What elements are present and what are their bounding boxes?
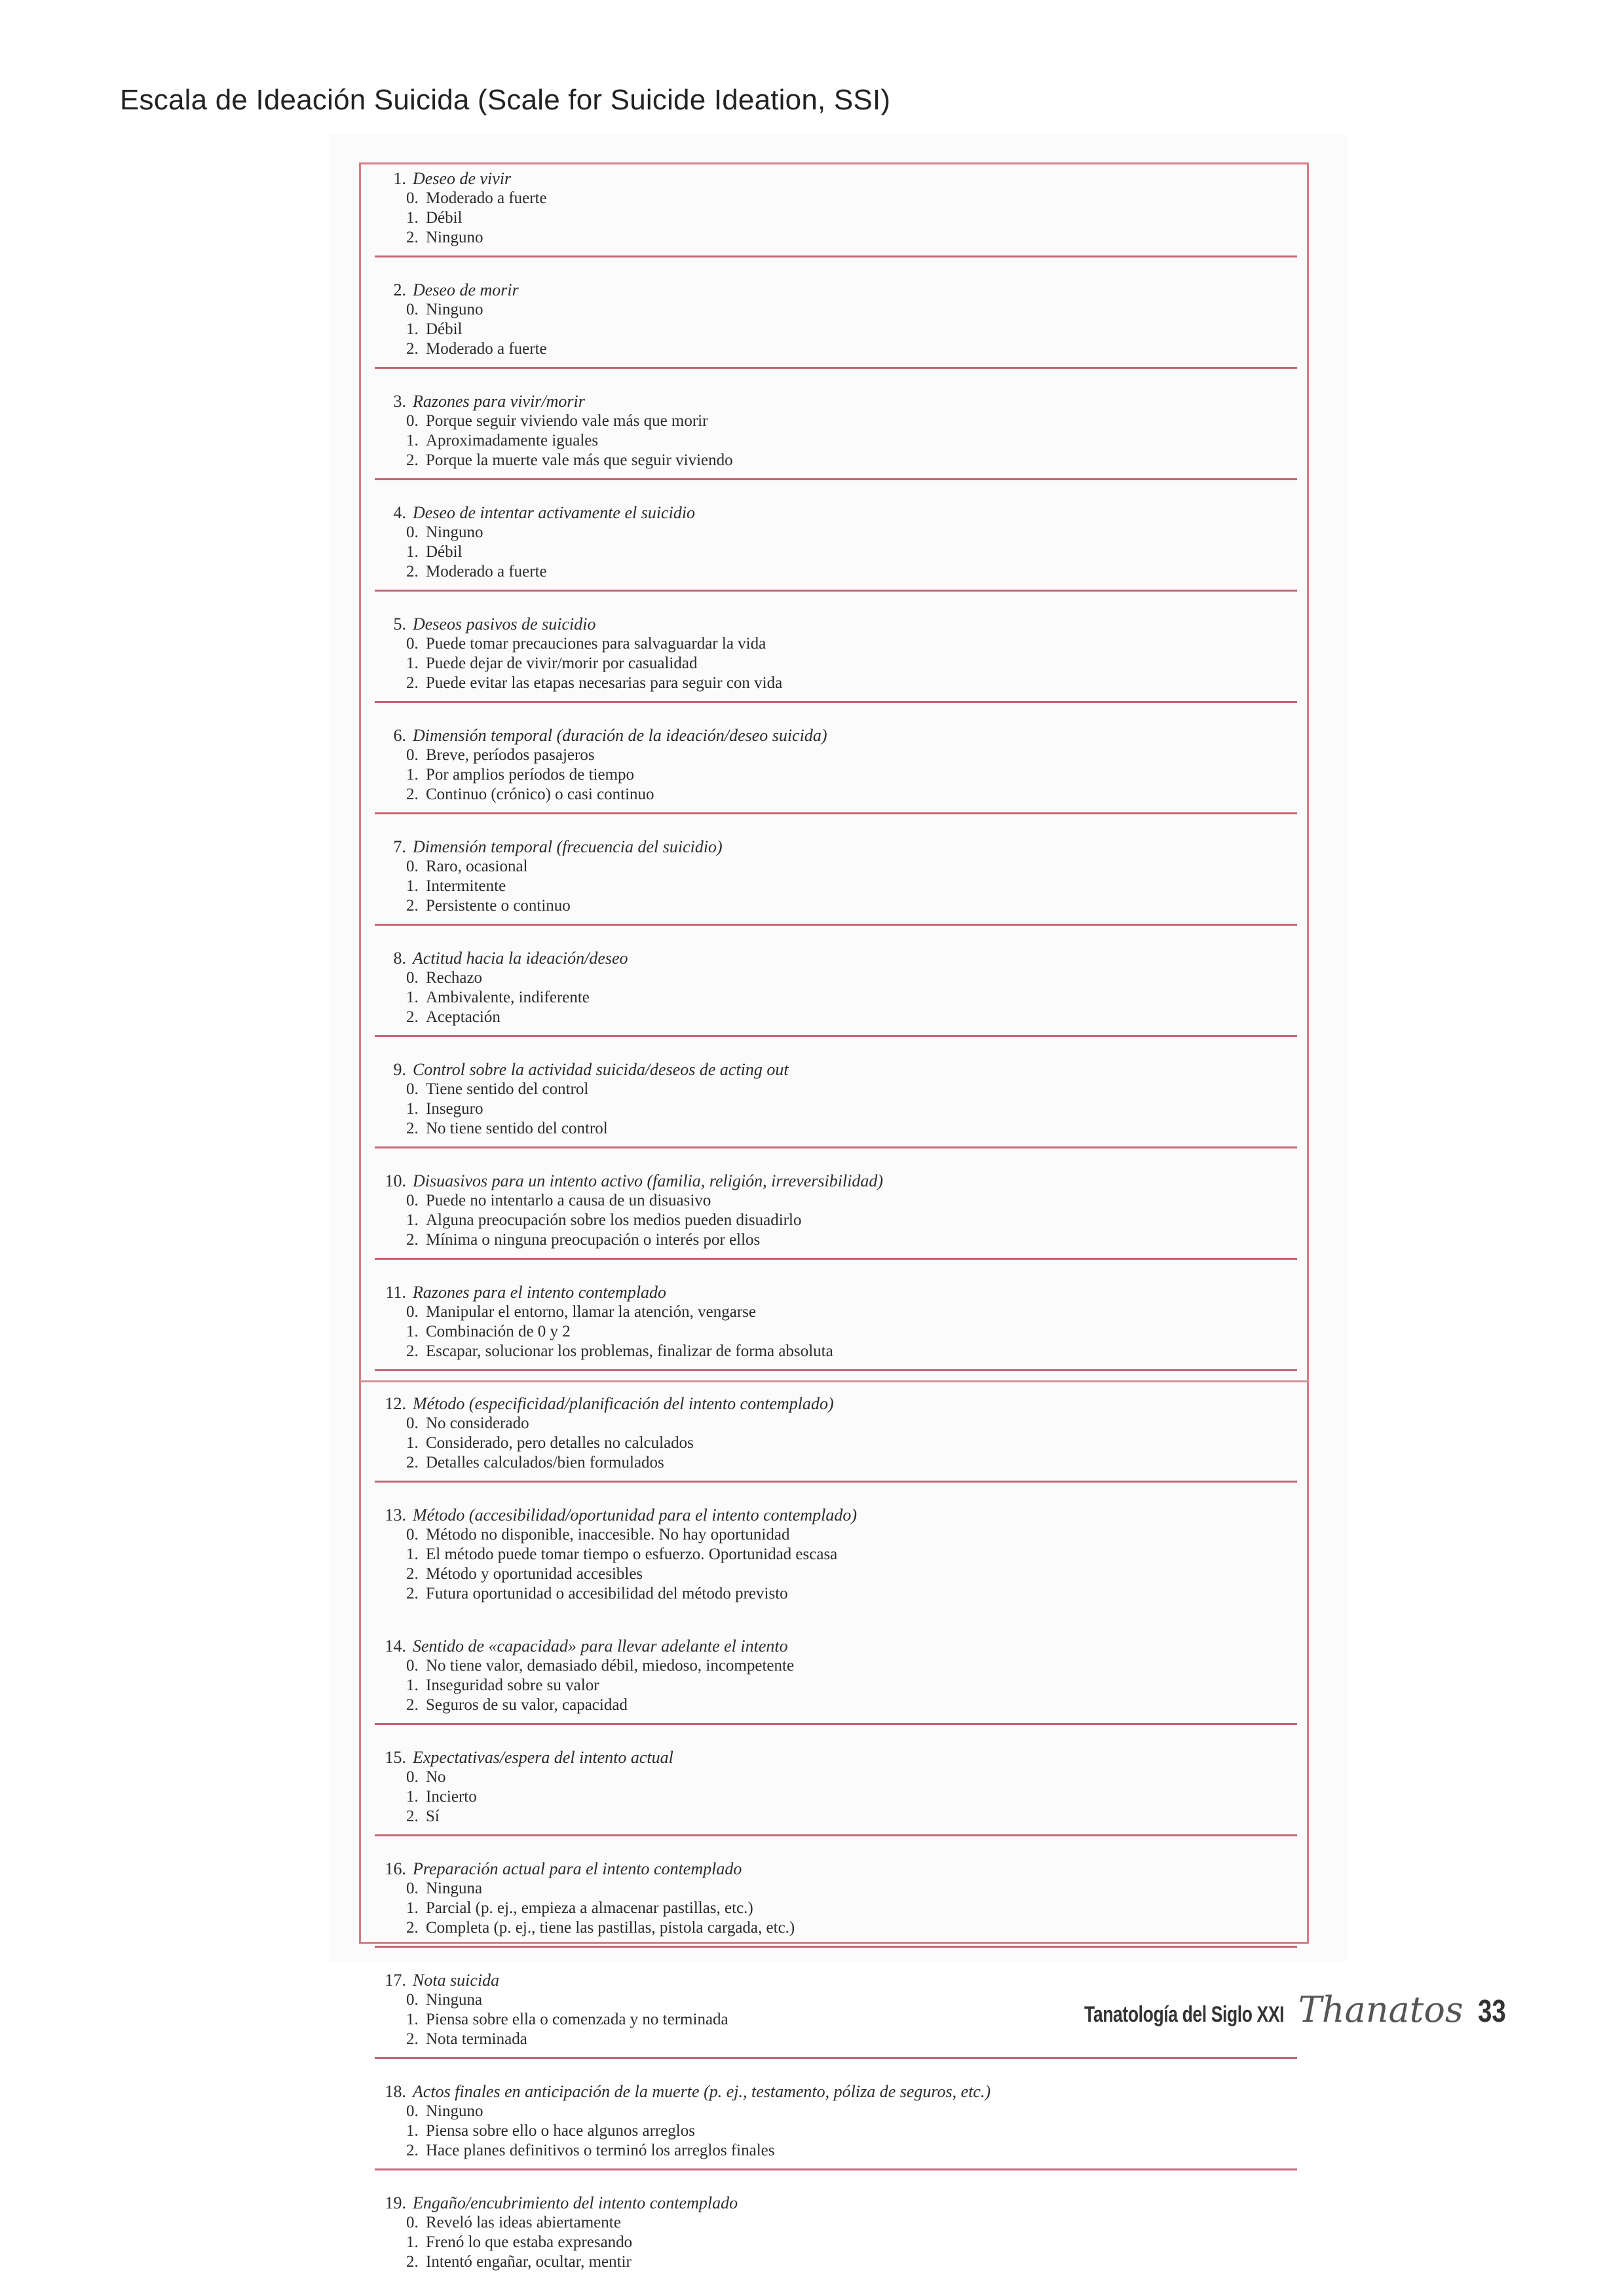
option-score: 1. (406, 1545, 419, 1563)
item-number: 4. (393, 503, 406, 522)
item-title-text: Razones para el intento contemplado (413, 1283, 667, 1302)
item-number: 3. (393, 392, 406, 411)
item-title-text: Actitud hacia la ideación/deseo (413, 949, 628, 968)
option-score: 1. (406, 1323, 419, 1340)
item-title-text: Método (accesibilidad/oportunidad para el intento contemplado) (413, 1505, 858, 1524)
option-text: Sí (426, 1808, 440, 1825)
option-score: 2. (406, 1008, 419, 1026)
scale-item (377, 726, 1294, 805)
option-score: 0. (406, 1192, 419, 1209)
item-divider (375, 256, 1297, 257)
item-option (377, 1807, 1294, 1827)
item-title (377, 1283, 1294, 1302)
item-option (377, 2252, 1294, 2272)
option-text: Método y oportunidad accesibles (426, 1565, 643, 1583)
option-text: Incierto (426, 1788, 477, 1806)
option-score: 2. (406, 1231, 419, 1249)
option-text: Futura oportunidad o accesibilidad del método previsto (426, 1585, 788, 1602)
scale-item (377, 949, 1294, 1027)
item-option (377, 857, 1294, 877)
item-title (377, 503, 1294, 523)
option-score: 2. (406, 1808, 419, 1825)
item-title (377, 1637, 1294, 1656)
item-divider (375, 367, 1297, 369)
option-score: 1. (406, 654, 419, 672)
item-option (377, 2121, 1294, 2141)
item-option (377, 877, 1294, 896)
option-text: Raro, ocasional (426, 858, 528, 875)
item-number: 9. (393, 1060, 406, 1079)
item-option (377, 1433, 1294, 1453)
option-text: Porque la muerte vale más que seguir viviendo (426, 451, 733, 469)
scale-item (377, 1060, 1294, 1139)
option-text: Ninguna (426, 1880, 483, 1897)
scale-item (377, 837, 1294, 916)
option-text: Intentó engañar, ocultar, mentir (426, 2253, 632, 2271)
item-option (377, 562, 1294, 582)
item-option (377, 1899, 1294, 1918)
item-divider (375, 1834, 1297, 1836)
item-option (377, 673, 1294, 693)
option-text: Puede tomar precauciones para salvaguardar la vida (426, 635, 766, 653)
item-option (377, 1322, 1294, 1342)
item-divider (375, 2168, 1297, 2170)
option-score: 0. (406, 1880, 419, 1897)
item-option (377, 451, 1294, 470)
item-number: 15. (385, 1748, 406, 1767)
option-text: Mínima o ninguna preocupación o interés por ellos (426, 1231, 761, 1249)
option-text: Débil (426, 543, 463, 561)
option-text: Moderado a fuerte (426, 563, 547, 580)
option-text: Parcial (p. ej., empieza a almacenar pastillas, etc.) (426, 1899, 753, 1917)
item-title (377, 837, 1294, 857)
option-text: Ninguno (426, 229, 483, 246)
scale-item (377, 1637, 1294, 1715)
item-option (377, 2102, 1294, 2121)
item-title (377, 1394, 1294, 1414)
item-title-text: Razones para vivir/morir (413, 392, 585, 411)
option-score: 1. (406, 320, 419, 338)
item-option (377, 431, 1294, 451)
item-title-text: Preparación actual para el intento contemplado (413, 1859, 742, 1878)
option-score: 2. (406, 1454, 419, 1471)
scale-item (377, 1859, 1294, 1938)
item-option (377, 1211, 1294, 1230)
option-score: 0. (406, 1657, 419, 1675)
item-title (377, 615, 1294, 634)
item-number: 6. (393, 726, 406, 745)
item-divider (375, 478, 1297, 480)
option-score: 2. (406, 340, 419, 358)
item-option (377, 988, 1294, 1008)
option-score: 0. (406, 189, 419, 207)
item-option (377, 320, 1294, 339)
option-score: 1. (406, 2011, 419, 2028)
item-option (377, 968, 1294, 988)
option-score: 1. (406, 1434, 419, 1452)
option-score: 2. (406, 563, 419, 580)
scale-item (377, 1505, 1294, 1604)
item-title (377, 726, 1294, 746)
item-number: 18. (385, 2082, 406, 2101)
item-title-text: Nota suicida (413, 1971, 500, 1990)
option-score: 1. (406, 2122, 419, 2140)
item-title-text: Actos finales en anticipación de la muerte (p. ej., testamento, póliza de seguros, etc.) (413, 2082, 991, 2101)
page-number: 33 (1477, 1994, 1506, 2029)
option-score: 1. (406, 1211, 419, 1229)
item-divider (375, 1481, 1297, 1483)
item-option (377, 189, 1294, 208)
option-score: 0. (406, 969, 419, 987)
option-score: 1. (406, 1676, 419, 1694)
option-score: 2. (406, 2142, 419, 2159)
option-score: 2. (406, 2030, 419, 2048)
option-text: El método puede tomar tiempo o esfuerzo. Oportunidad escasa (426, 1545, 838, 1563)
option-text: Ninguno (426, 2102, 483, 2120)
page-heading: Escala de Ideación Suicida (Scale for Suicide Ideation, SSI) (120, 84, 891, 116)
item-divider (375, 1369, 1297, 1371)
option-text: Porque seguir viviendo vale más que morir (426, 412, 708, 430)
option-score: 1. (406, 989, 419, 1006)
scale-item (377, 392, 1294, 470)
option-text: Considerado, pero detalles no calculados (426, 1434, 694, 1452)
option-score: 2. (406, 1342, 419, 1360)
option-score: 0. (406, 746, 419, 764)
option-text: Rechazo (426, 969, 483, 987)
option-score: 1. (406, 877, 419, 895)
item-title-text: Dimensión temporal (frecuencia del suicidio) (413, 837, 723, 856)
item-title (377, 949, 1294, 968)
option-score: 2. (406, 229, 419, 246)
item-divider (375, 1035, 1297, 1037)
scale-item (377, 2082, 1294, 2161)
item-title (377, 392, 1294, 411)
footer-series-title: Tanatología del Siglo XXI (1084, 2002, 1284, 2027)
option-score: 2. (406, 2253, 419, 2271)
item-option (377, 785, 1294, 805)
item-option (377, 1564, 1294, 1584)
item-number: 12. (385, 1394, 406, 1413)
option-score: 0. (406, 1991, 419, 2009)
option-score: 2. (406, 674, 419, 692)
item-number: 10. (385, 1171, 406, 1190)
item-option (377, 1008, 1294, 1027)
option-score: 1. (406, 1788, 419, 1806)
item-option (377, 1584, 1294, 1604)
item-option (377, 765, 1294, 785)
item-option (377, 1656, 1294, 1676)
item-divider (375, 701, 1297, 703)
item-number: 1. (393, 169, 406, 188)
item-number: 17. (385, 1971, 406, 1990)
option-text: Tiene sentido del control (426, 1080, 589, 1098)
item-divider (375, 924, 1297, 926)
option-score: 1. (406, 432, 419, 449)
item-title-text: Método (especificidad/planificación del intento contemplado) (413, 1394, 834, 1413)
item-divider (375, 812, 1297, 814)
option-text: Persistente o continuo (426, 897, 571, 915)
option-text: Piensa sobre ello o hace algunos arreglos (426, 2122, 695, 2140)
item-option (377, 654, 1294, 673)
option-text: Escapar, solucionar los problemas, finalizar de forma absoluta (426, 1342, 833, 1360)
item-option (377, 339, 1294, 359)
option-text: Continuo (crónico) o casi continuo (426, 786, 654, 803)
item-number: 14. (385, 1637, 406, 1656)
option-score: 0. (406, 301, 419, 318)
option-score: 0. (406, 523, 419, 541)
item-divider (375, 590, 1297, 592)
item-title-text: Deseos pasivos de suicidio (413, 615, 596, 634)
item-divider (375, 1723, 1297, 1725)
item-number: 8. (393, 949, 406, 968)
scale-item (377, 169, 1294, 248)
option-score: 0. (406, 1768, 419, 1786)
item-title-text: Dimensión temporal (duración de la ideación/deseo suicida) (413, 726, 827, 745)
item-title-text: Expectativas/espera del intento actual (413, 1748, 673, 1767)
item-option (377, 1302, 1294, 1322)
option-text: Detalles calculados/bien formulados (426, 1454, 664, 1471)
option-score: 2. (406, 1919, 419, 1937)
option-text: Seguros de su valor, capacidad (426, 1696, 628, 1714)
thanatos-logo: Thanatos (1298, 1989, 1463, 2030)
option-score: 1. (406, 543, 419, 561)
item-title-text: Sentido de «capacidad» para llevar adelante el intento (413, 1637, 788, 1656)
option-text: No tiene valor, demasiado débil, miedoso, incompetente (426, 1657, 795, 1675)
item-option (377, 1676, 1294, 1695)
option-text: Breve, períodos pasajeros (426, 746, 595, 764)
item-option (377, 1342, 1294, 1361)
option-text: Aceptación (426, 1008, 500, 1026)
scale-item (377, 1394, 1294, 1473)
option-score: 2. (406, 1585, 419, 1602)
option-score: 0. (406, 1303, 419, 1321)
option-text: Puede dejar de vivir/morir por casualidad (426, 654, 698, 672)
item-title (377, 1748, 1294, 1768)
scale-item (377, 2193, 1294, 2272)
item-option (377, 634, 1294, 654)
option-text: Piensa sobre ella o comenzada y no terminada (426, 2011, 728, 2028)
item-option (377, 1879, 1294, 1899)
item-option (377, 1080, 1294, 1099)
item-option (377, 1119, 1294, 1139)
option-score: 1. (406, 209, 419, 227)
option-text: Aproximadamente iguales (426, 432, 599, 449)
option-text: Frenó lo que estaba expresando (426, 2233, 633, 2251)
item-option (377, 1918, 1294, 1938)
option-score: 2. (406, 786, 419, 803)
item-number: 11. (385, 1283, 406, 1302)
option-text: Completa (p. ej., tiene las pastillas, pistola cargada, etc.) (426, 1919, 795, 1937)
option-text: Combinación de 0 y 2 (426, 1323, 571, 1340)
option-text: Moderado a fuerte (426, 340, 547, 358)
option-score: 2. (406, 451, 419, 469)
option-text: Débil (426, 209, 463, 227)
item-option (377, 1525, 1294, 1545)
page-footer (1028, 1989, 1513, 2035)
item-divider (375, 2057, 1297, 2059)
option-text: No (426, 1768, 446, 1786)
option-text: Por amplios períodos de tiempo (426, 766, 635, 784)
option-text: Alguna preocupación sobre los medios pueden disuadirlo (426, 1211, 802, 1229)
item-option (377, 1545, 1294, 1564)
item-title (377, 2193, 1294, 2213)
option-score: 1. (406, 1100, 419, 1118)
option-text: Inseguridad sobre su valor (426, 1676, 599, 1694)
item-title-text: Engaño/encubrimiento del intento contemplado (413, 2193, 738, 2212)
item-option (377, 208, 1294, 228)
item-option (377, 896, 1294, 916)
item-title-text: Deseo de vivir (413, 169, 512, 188)
option-text: No tiene sentido del control (426, 1120, 608, 1137)
item-title-text: Disuasivos para un intento activo (familia, religión, irreversibilidad) (413, 1171, 884, 1190)
option-score: 2. (406, 1565, 419, 1583)
option-text: Nota terminada (426, 2030, 527, 2048)
item-option (377, 746, 1294, 765)
item-title-text: Deseo de intentar activamente el suicidio (413, 503, 696, 522)
scale-item (377, 615, 1294, 693)
item-title-text: Control sobre la actividad suicida/deseos de acting out (413, 1060, 789, 1079)
option-text: Reveló las ideas abiertamente (426, 2214, 621, 2231)
option-score: 0. (406, 2102, 419, 2120)
item-option (377, 1414, 1294, 1433)
item-option (377, 1191, 1294, 1211)
scale-item (377, 503, 1294, 582)
option-text: Inseguro (426, 1100, 483, 1118)
item-option (377, 1695, 1294, 1715)
option-score: 0. (406, 2214, 419, 2231)
item-title (377, 1171, 1294, 1191)
option-text: Ninguno (426, 301, 483, 318)
item-title (377, 1859, 1294, 1879)
option-text: Puede evitar las etapas necesarias para seguir con vida (426, 674, 783, 692)
option-score: 0. (406, 1414, 419, 1432)
item-option (377, 1453, 1294, 1473)
item-title-text: Deseo de morir (413, 280, 519, 299)
item-divider (375, 1258, 1297, 1260)
scale-item (377, 280, 1294, 359)
option-text: No considerado (426, 1414, 529, 1432)
item-option (377, 1230, 1294, 1250)
item-option (377, 2233, 1294, 2252)
item-number: 5. (393, 615, 406, 634)
option-score: 0. (406, 1526, 419, 1543)
item-option (377, 228, 1294, 248)
option-score: 1. (406, 2233, 419, 2251)
option-score: 0. (406, 412, 419, 430)
scale-item (377, 1748, 1294, 1827)
item-option (377, 411, 1294, 431)
option-text: Ninguna (426, 1991, 483, 2009)
option-score: 2. (406, 897, 419, 915)
item-number: 19. (385, 2193, 406, 2212)
item-title (377, 1505, 1294, 1525)
item-title (377, 1060, 1294, 1080)
item-option (377, 1787, 1294, 1807)
item-option (377, 1768, 1294, 1787)
option-score: 0. (406, 635, 419, 653)
option-text: Manipular el entorno, llamar la atención, vengarse (426, 1303, 756, 1321)
option-score: 1. (406, 766, 419, 784)
option-score: 2. (406, 1120, 419, 1137)
option-score: 0. (406, 1080, 419, 1098)
item-title (377, 169, 1294, 189)
option-text: Ninguno (426, 523, 483, 541)
option-text: Método no disponible, inaccesible. No hay oportunidad (426, 1526, 790, 1543)
item-number: 7. (393, 837, 406, 856)
option-score: 0. (406, 858, 419, 875)
item-title (377, 2082, 1294, 2102)
scale-item (377, 1283, 1294, 1361)
scale-item (377, 1171, 1294, 1250)
option-score: 2. (406, 1696, 419, 1714)
item-divider (375, 1146, 1297, 1148)
item-number: 2. (393, 280, 406, 299)
item-title (377, 1971, 1294, 1990)
option-text: Débil (426, 320, 463, 338)
item-option (377, 523, 1294, 542)
item-option (377, 1099, 1294, 1119)
item-title (377, 280, 1294, 300)
option-score: 1. (406, 1899, 419, 1917)
item-option (377, 300, 1294, 320)
item-number: 16. (385, 1859, 406, 1878)
item-option (377, 542, 1294, 562)
option-text: Hace planes definitivos o terminó los arreglos finales (426, 2142, 775, 2159)
option-text: Intermitente (426, 877, 506, 895)
option-text: Ambivalente, indiferente (426, 989, 590, 1006)
item-option (377, 2213, 1294, 2233)
item-option (377, 2141, 1294, 2161)
option-text: Puede no intentarlo a causa de un disuasivo (426, 1192, 711, 1209)
option-text: Moderado a fuerte (426, 189, 547, 207)
item-number: 13. (385, 1505, 406, 1524)
item-divider (375, 1946, 1297, 1948)
